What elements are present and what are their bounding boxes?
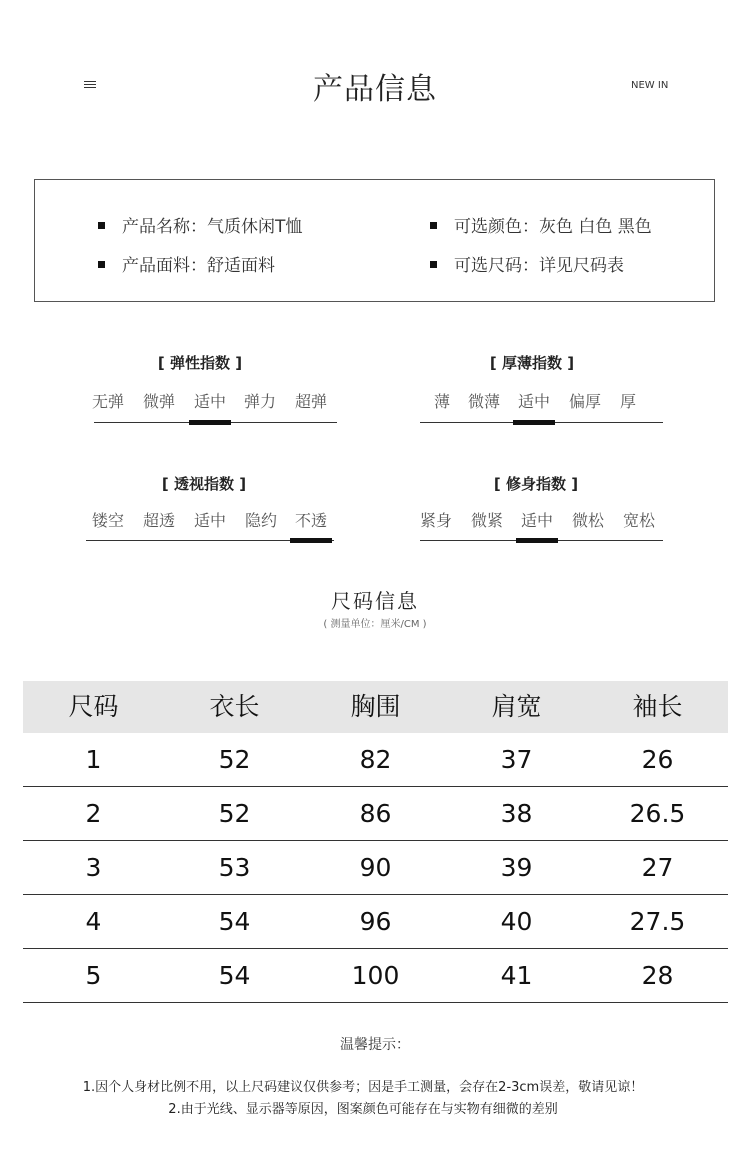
size-table-body	[23, 733, 728, 1003]
tips-title: 温馨提示：	[340, 1037, 410, 1053]
index-option-fit: 微松	[571, 511, 605, 530]
table-cell: 96	[359, 907, 392, 936]
square-bullet-icon	[98, 261, 105, 268]
index-option-fit: 宽松	[622, 511, 656, 530]
header-cell: 胸围	[350, 692, 401, 721]
table-cell: 41	[500, 961, 533, 990]
table-cell: 37	[500, 745, 533, 774]
size-table	[23, 681, 728, 1003]
table-cell: 40	[500, 907, 533, 936]
table-cell: 26	[641, 745, 674, 774]
table-row	[23, 787, 728, 841]
index-title-thickness: [ 厚薄指数 ]	[489, 354, 575, 372]
table-cell: 100	[351, 961, 400, 990]
index-option-elasticity: 无弹	[91, 392, 125, 411]
square-bullet-icon	[430, 222, 437, 229]
table-cell: 27	[641, 853, 674, 882]
index-title-fit: [ 修身指数 ]	[493, 475, 579, 493]
table-row	[23, 733, 728, 787]
table-cell: 4	[85, 907, 102, 936]
index-option-elasticity: 微弹	[142, 392, 176, 411]
size-info-title: 尺码信息	[331, 589, 419, 613]
table-cell: 38	[500, 799, 533, 828]
table-cell: 52	[218, 745, 251, 774]
info-colors: 可选颜色：灰色 白色 黑色	[430, 212, 652, 237]
table-cell: 3	[85, 853, 102, 882]
index-option-thickness: 厚	[619, 392, 637, 411]
product-info-box	[34, 179, 715, 302]
square-bullet-icon	[430, 261, 437, 268]
info-sizes: 可选尺码：详见尺码表	[430, 251, 624, 276]
table-cell: 26.5	[629, 799, 686, 828]
table-row	[23, 841, 728, 895]
table-cell: 54	[218, 907, 251, 936]
tip-line-2: 2.由于光线、显示器等原因，图案颜色可能存在与实物有细微的差别	[168, 1102, 558, 1117]
index-title-transparency: [ 透视指数 ]	[161, 475, 247, 493]
info-product-name: 产品名称：气质休闲T恤	[98, 212, 302, 237]
table-cell: 2	[85, 799, 102, 828]
index-option-thickness: 薄	[433, 392, 451, 411]
index-selected-marker	[290, 538, 332, 543]
page-title: 产品信息	[313, 72, 437, 107]
index-title-elasticity: [ 弹性指数 ]	[157, 354, 243, 372]
table-cell: 52	[218, 799, 251, 828]
index-option-thickness: 偏厚	[568, 392, 602, 411]
index-option-transparency: 镂空	[91, 511, 125, 530]
table-cell: 1	[85, 745, 102, 774]
table-cell: 54	[218, 961, 251, 990]
table-cell: 90	[359, 853, 392, 882]
index-option-fit: 适中	[520, 511, 554, 530]
tip-line-1: 1.因个人身材比例不用，以上尺码建议仅供参考；因是手工测量，会存在2-3cm误差，敬请见谅！	[82, 1080, 644, 1095]
table-row	[23, 949, 728, 1003]
index-option-fit: 微紧	[470, 511, 504, 530]
header-cell: 衣长	[209, 692, 260, 721]
table-cell: 39	[500, 853, 533, 882]
header-cell: 尺码	[68, 692, 119, 721]
index-option-elasticity: 适中	[193, 392, 227, 411]
index-option-transparency: 适中	[193, 511, 227, 530]
table-cell: 53	[218, 853, 251, 882]
index-selected-marker	[513, 420, 555, 425]
header-cell: 肩宽	[491, 692, 542, 721]
index-selected-marker	[516, 538, 558, 543]
size-table-header	[23, 681, 728, 733]
index-selected-marker	[189, 420, 231, 425]
info-fabric: 产品面料：舒适面料	[98, 251, 275, 276]
table-row	[23, 895, 728, 949]
header-cell: 袖长	[632, 692, 683, 721]
table-cell: 5	[85, 961, 102, 990]
square-bullet-icon	[98, 222, 105, 229]
index-option-thickness: 适中	[517, 392, 551, 411]
index-option-transparency: 不透	[294, 511, 328, 530]
index-option-transparency: 隐约	[244, 511, 278, 530]
size-unit-note: ( 测量单位：厘米/CM )	[323, 619, 427, 630]
index-option-elasticity: 超弹	[294, 392, 328, 411]
table-cell: 28	[641, 961, 674, 990]
index-option-thickness: 微薄	[467, 392, 501, 411]
table-cell: 27.5	[629, 907, 686, 936]
index-option-transparency: 超透	[142, 511, 176, 530]
index-option-fit: 紧身	[419, 511, 453, 530]
table-cell: 86	[359, 799, 392, 828]
new-in-label: NEW IN	[631, 80, 669, 91]
table-cell: 82	[359, 745, 392, 774]
index-option-elasticity: 弹力	[243, 392, 277, 411]
